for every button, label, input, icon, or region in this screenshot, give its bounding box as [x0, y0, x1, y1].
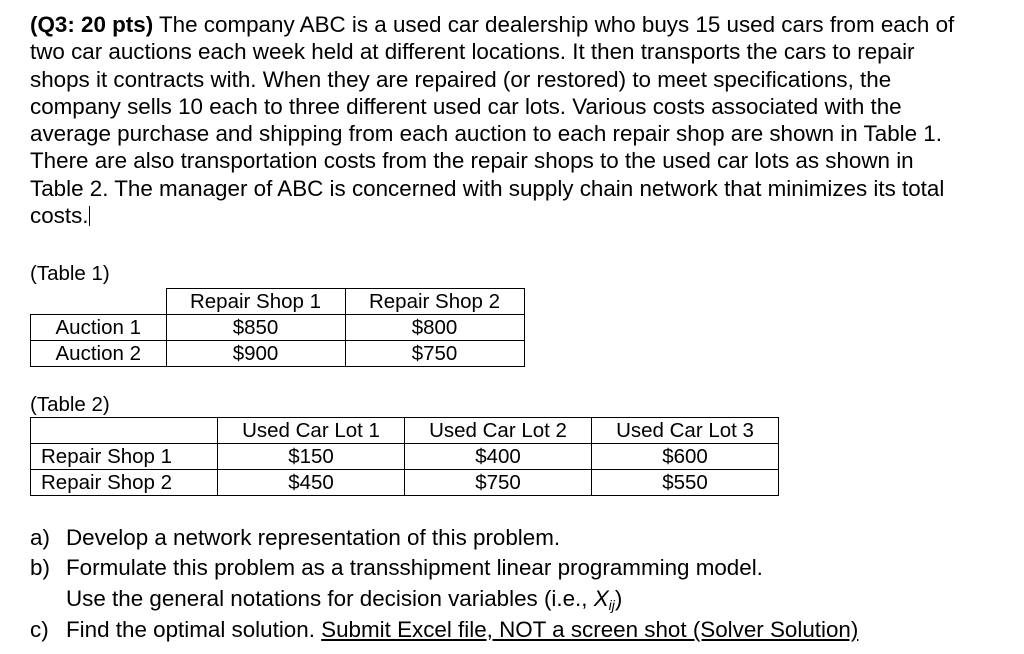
part-a-letter: a) [30, 525, 50, 550]
table2-cell: $600 [592, 444, 779, 470]
part-b-notation-text: Use the general notations for decision variables (i.e., [66, 586, 594, 611]
table2-caption: (Table 2) [30, 393, 110, 416]
table2-cell: $750 [405, 470, 592, 496]
table2-corner-cell [31, 418, 218, 444]
part-c-letter: c) [30, 617, 49, 642]
question-label: (Q3: 20 pts) [30, 12, 154, 37]
table-row [31, 341, 525, 367]
part-c-text-wrap [66, 615, 858, 645]
table1-cell: $800 [345, 315, 524, 341]
part-b-letter: b) [30, 555, 50, 580]
table1 [30, 288, 525, 367]
table1-header-row [31, 289, 525, 315]
table1-header-cell: Repair Shop 1 [166, 289, 345, 315]
part-b [30, 553, 990, 583]
part-a-text: Develop a network representation of this problem. [66, 525, 561, 550]
table2-header-cell: Used Car Lot 1 [218, 418, 405, 444]
text-cursor [89, 206, 90, 226]
table-row [31, 444, 779, 470]
part-b-line2 [30, 583, 990, 615]
question-body: The company ABC is a used car dealership who buys 15 used cars from each of two car auctions each week held at different locations. It then transports the cars to repair shops it contracts with. When they are repaired (or restored) to meet specifications, the company sells 10 each to three different used car lots. Various costs associated with the average purchase and shipping from each auction to each repair shop are shown in Table 1. There are also transportation costs from the repair shops to the used car lots as shown in Table 2. The manager of ABC is concerned with supply chain network that minimizes its total costs. [30, 12, 955, 229]
part-c [30, 615, 990, 645]
table2-cell: $550 [592, 470, 779, 496]
problem-statement [30, 11, 970, 229]
table2-cell: $450 [218, 470, 405, 496]
table-row [31, 470, 779, 496]
table1-row-label: Auction 1 [31, 315, 167, 341]
table2-header-row [31, 418, 779, 444]
table2 [30, 417, 779, 496]
table-row [31, 315, 525, 341]
table1-cell: $750 [345, 341, 524, 367]
decision-variable-subscript: ij [608, 597, 615, 613]
table2-cell: $150 [218, 444, 405, 470]
table1-cell: $900 [166, 341, 345, 367]
part-a [30, 523, 990, 553]
question-parts [30, 523, 990, 645]
table1-corner-cell [31, 289, 167, 315]
table2-row-label: Repair Shop 2 [31, 470, 218, 496]
decision-variable: X [593, 586, 609, 611]
table2-header-cell: Used Car Lot 3 [592, 418, 779, 444]
table2-row-label: Repair Shop 1 [31, 444, 218, 470]
part-b-text: Formulate this problem as a transshipment linear programming model. [66, 555, 763, 580]
table1-caption: (Table 1) [30, 262, 110, 285]
table2-header-cell: Used Car Lot 2 [405, 418, 592, 444]
table1-header-cell: Repair Shop 2 [345, 289, 524, 315]
table1-cell: $850 [166, 315, 345, 341]
part-b-notation-end: ) [614, 586, 623, 611]
table1-row-label: Auction 2 [31, 341, 167, 367]
part-c-text: Find the optimal solution. [66, 617, 322, 642]
part-c-underlined: Submit Excel file, NOT a screen shot (Solver Solution) [321, 617, 859, 642]
table2-cell: $400 [405, 444, 592, 470]
